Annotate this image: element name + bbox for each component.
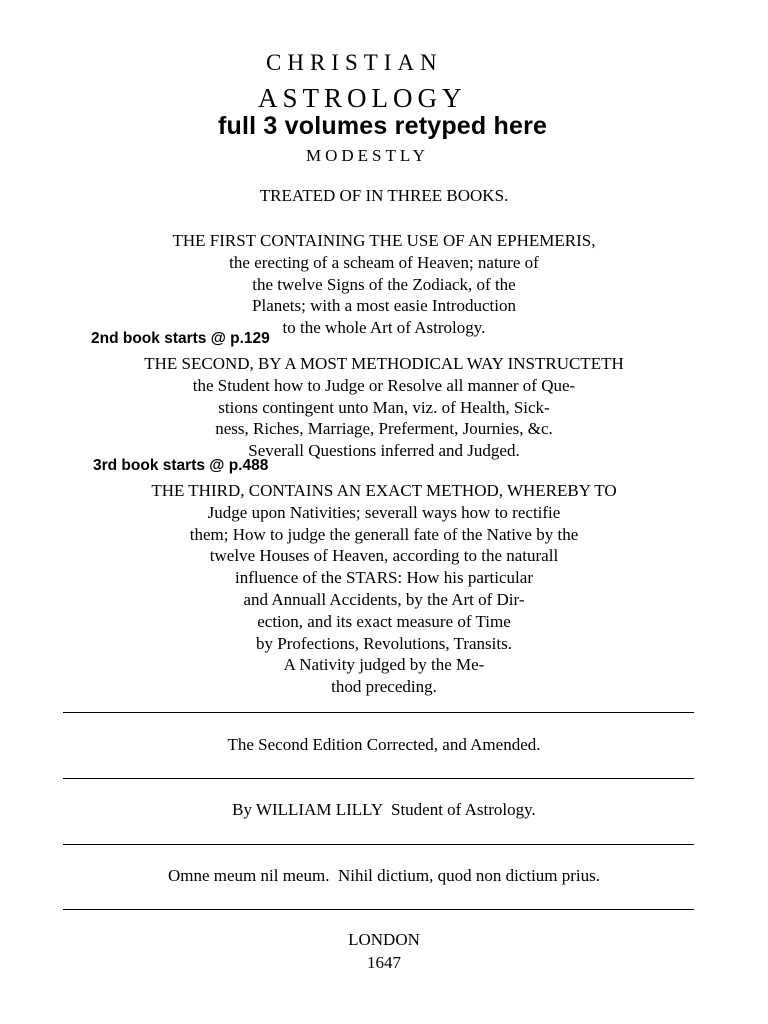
- title-line-astrology: ASTROLOGY: [258, 83, 467, 113]
- second-book-line: THE SECOND, BY A MOST METHODICAL WAY INSTRUCTETH: [144, 354, 624, 373]
- third-book-line: and Annuall Accidents, by the Art of Dir-: [243, 589, 525, 609]
- third-book-description: [0, 480, 768, 698]
- second-book-line: ness, Riches, Marriage, Preferment, Journies, &c.: [215, 419, 553, 439]
- title-line-modestly: MODESTLY: [306, 146, 429, 165]
- third-book-note: 3rd book starts @ p.488: [93, 457, 269, 474]
- first-book-line: the twelve Signs of the Zodiack, of the: [252, 274, 516, 294]
- second-book-note: 2nd book starts @ p.129: [91, 330, 270, 347]
- second-book-line: the Student how to Judge or Resolve all manner of Que-: [192, 375, 576, 395]
- second-book-description: [0, 353, 768, 462]
- imprint-year: 1647: [367, 953, 401, 972]
- latin-motto: Omne meum nil meum. Nihil dictium, quod non dictium prius.: [167, 866, 601, 885]
- second-book-line: Severall Questions inferred and Judged.: [248, 441, 520, 461]
- first-book-line: the erecting of a scheam of Heaven; nature of: [229, 252, 539, 272]
- divider: [63, 712, 694, 713]
- third-book-line: A Nativity judged by the Me-: [283, 655, 485, 675]
- divider: [63, 909, 694, 910]
- title-line-christian: CHRISTIAN: [266, 50, 443, 75]
- third-book-line: thod preceding.: [331, 677, 437, 697]
- subtitle: TREATED OF IN THREE BOOKS.: [259, 186, 509, 205]
- first-book-line: THE FIRST CONTAINING THE USE OF AN EPHEMERIS,: [172, 231, 596, 250]
- divider: [63, 844, 694, 845]
- third-book-line: influence of the STARS: How his particular: [235, 568, 533, 588]
- retyped-banner: full 3 volumes retyped here: [218, 112, 548, 140]
- first-book-line: to the whole Art of Astrology.: [282, 318, 486, 338]
- third-book-line: them; How to judge the generall fate of the Native by the: [189, 524, 579, 544]
- edition-statement: The Second Edition Corrected, and Amended.: [227, 735, 541, 754]
- first-book-line: Planets; with a most easie Introduction: [252, 296, 516, 316]
- second-book-line: stions contingent unto Man, viz. of Health, Sick-: [218, 397, 550, 417]
- third-book-line: Judge upon Nativities; severall ways how to rectifie: [207, 502, 561, 522]
- third-book-line: ection, and its exact measure of Time: [257, 611, 511, 631]
- third-book-line: by Profections, Revolutions, Transits.: [256, 633, 512, 653]
- imprint-city: LONDON: [348, 930, 420, 949]
- divider: [63, 778, 694, 779]
- third-book-line: twelve Houses of Heaven, according to the naturall: [209, 546, 559, 566]
- author-line: By WILLIAM LILLY Student of Astrology.: [232, 800, 536, 819]
- first-book-description: [0, 230, 768, 339]
- third-book-line: THE THIRD, CONTAINS AN EXACT METHOD, WHEREBY TO: [151, 481, 617, 500]
